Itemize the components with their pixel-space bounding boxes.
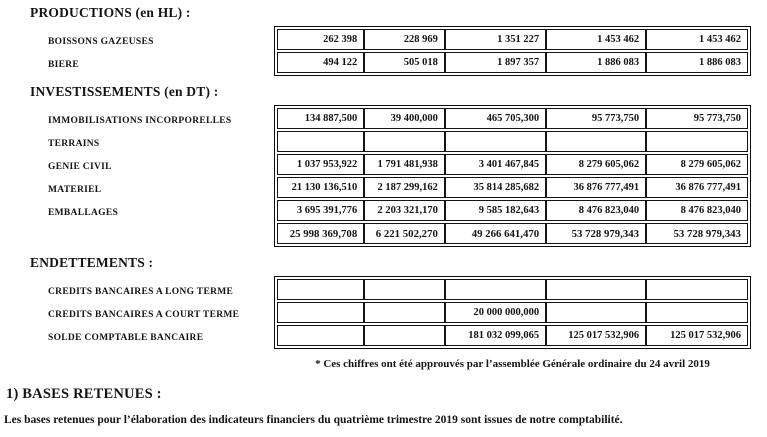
table-cell: 20 000 000,000 xyxy=(446,303,547,322)
table-cell xyxy=(278,303,365,322)
table-cell: 53 728 979,343 xyxy=(673,227,741,240)
table-cell: 6 221 502,270 xyxy=(365,224,446,243)
table-cell: 134 887,500 xyxy=(278,109,365,128)
table-cell: 8 279 605,062 xyxy=(547,155,647,174)
table-cell xyxy=(547,280,647,299)
table-total-row xyxy=(277,223,748,244)
table-cell: 1 037 953,922 xyxy=(278,155,365,174)
row-label: IMMOBILISATIONS INCORPORELLES xyxy=(48,115,232,126)
table-row xyxy=(277,325,748,346)
table-row xyxy=(277,52,748,73)
table-cell: 125 017 532,906 xyxy=(547,326,647,345)
table-cell: 35 814 285,682 xyxy=(446,178,547,197)
row-label: SOLDE COMPTABLE BANCAIRE xyxy=(48,332,204,343)
table-row xyxy=(277,279,748,300)
productions-row-labels xyxy=(0,26,274,76)
table-cell: 36 876 777,491 xyxy=(547,178,647,197)
table-cell: 25 998 369,708 xyxy=(278,224,365,243)
table-cell: 1 453 462 xyxy=(547,30,647,49)
table-cell: 505 018 xyxy=(365,53,446,72)
table-cell: 49 266 641,470 xyxy=(446,224,547,243)
section-heading-productions: PRODUCTIONS (en HL) : xyxy=(30,5,191,20)
table-cell: 1 351 227 xyxy=(446,30,547,49)
table-cell: 21 130 136,510 xyxy=(278,178,365,197)
table-row xyxy=(277,177,748,198)
row-label: MATERIEL xyxy=(48,184,102,195)
section-productions xyxy=(0,26,767,76)
table-cell: 53 728 979,343 xyxy=(547,224,647,243)
section-investissements xyxy=(0,105,767,247)
section-heading-investissements: INVESTISSEMENTS (en DT) : xyxy=(30,84,219,99)
row-label: CREDITS BANCAIRES A LONG TERME xyxy=(48,286,234,297)
table-cell xyxy=(278,132,365,151)
table-cell: 39 400,000 xyxy=(365,109,446,128)
table-row xyxy=(277,200,748,221)
table-cell: 2 187 299,162 xyxy=(365,178,446,197)
table-cell: 228 969 xyxy=(365,30,446,49)
table-row xyxy=(277,108,748,129)
table-row xyxy=(277,29,748,50)
table-cell xyxy=(446,280,547,299)
table-cell: 3 401 467,845 xyxy=(446,155,547,174)
table-cell: 8 476 823,040 xyxy=(680,205,741,216)
section-heading-endettements: ENDETTEMENTS : xyxy=(30,255,154,270)
row-label: CREDITS BANCAIRES A COURT TERME xyxy=(48,309,240,320)
endettements-row-labels xyxy=(0,276,274,349)
row-label: BIERE xyxy=(48,59,80,70)
table-cell: 262 398 xyxy=(278,30,365,49)
table-cell xyxy=(278,280,365,299)
investissements-row-labels xyxy=(0,105,274,247)
table-cell: 1 886 083 xyxy=(547,53,647,72)
table-row xyxy=(277,302,748,323)
table-cell: 1 453 462 xyxy=(698,34,741,45)
table-cell xyxy=(278,326,365,345)
table-cell: 125 017 532,906 xyxy=(670,330,741,341)
row-label: GENIE CIVIL xyxy=(48,161,112,172)
table-cell xyxy=(446,132,547,151)
section-endettements xyxy=(0,276,767,349)
table-cell xyxy=(547,303,647,322)
table-cell: 1 791 481,938 xyxy=(365,155,446,174)
table-cell xyxy=(647,303,747,322)
table-cell: 2 203 321,170 xyxy=(365,201,446,220)
table-cell: 1 886 083 xyxy=(698,57,741,68)
endettements-table xyxy=(274,276,751,349)
bases-retenues-heading: 1) BASES RETENUES : xyxy=(6,386,162,402)
table-cell: 181 032 099,065 xyxy=(446,326,547,345)
table-cell: 9 585 182,643 xyxy=(446,201,547,220)
table-cell: 36 876 777,491 xyxy=(675,182,741,193)
row-label: BOISSONS GAZEUSES xyxy=(48,36,154,47)
table-cell xyxy=(365,326,446,345)
table-cell xyxy=(547,132,647,151)
row-label: TERRAINS xyxy=(48,138,100,149)
table-cell xyxy=(647,280,747,299)
table-row xyxy=(277,154,748,175)
bases-retenues-text: Les bases retenues pour l’élaboration des indicateurs financiers du quatrième trimestre 2019 sont issues de notre comptabilité. xyxy=(4,414,623,426)
table-cell: 8 476 823,040 xyxy=(547,201,647,220)
row-label: EMBALLAGES xyxy=(48,207,119,218)
table-cell xyxy=(365,303,446,322)
table-cell: 8 279 605,062 xyxy=(680,159,741,170)
table-cell: 1 897 357 xyxy=(446,53,547,72)
approval-footnote: * Ces chiffres ont été approuvés par l’assemblée Générale ordinaire du 24 avril 2019 xyxy=(315,358,710,370)
table-cell xyxy=(365,280,446,299)
table-row xyxy=(277,131,748,152)
table-cell: 95 773,750 xyxy=(693,113,741,124)
table-cell: 494 122 xyxy=(278,53,365,72)
row-label xyxy=(48,224,274,247)
investissements-table xyxy=(274,105,751,247)
document-page xyxy=(0,5,767,426)
productions-table xyxy=(274,26,751,76)
table-cell: 95 773,750 xyxy=(547,109,647,128)
table-cell xyxy=(365,132,446,151)
table-cell: 465 705,300 xyxy=(446,109,547,128)
table-cell xyxy=(647,132,747,151)
table-cell: 3 695 391,776 xyxy=(278,201,365,220)
